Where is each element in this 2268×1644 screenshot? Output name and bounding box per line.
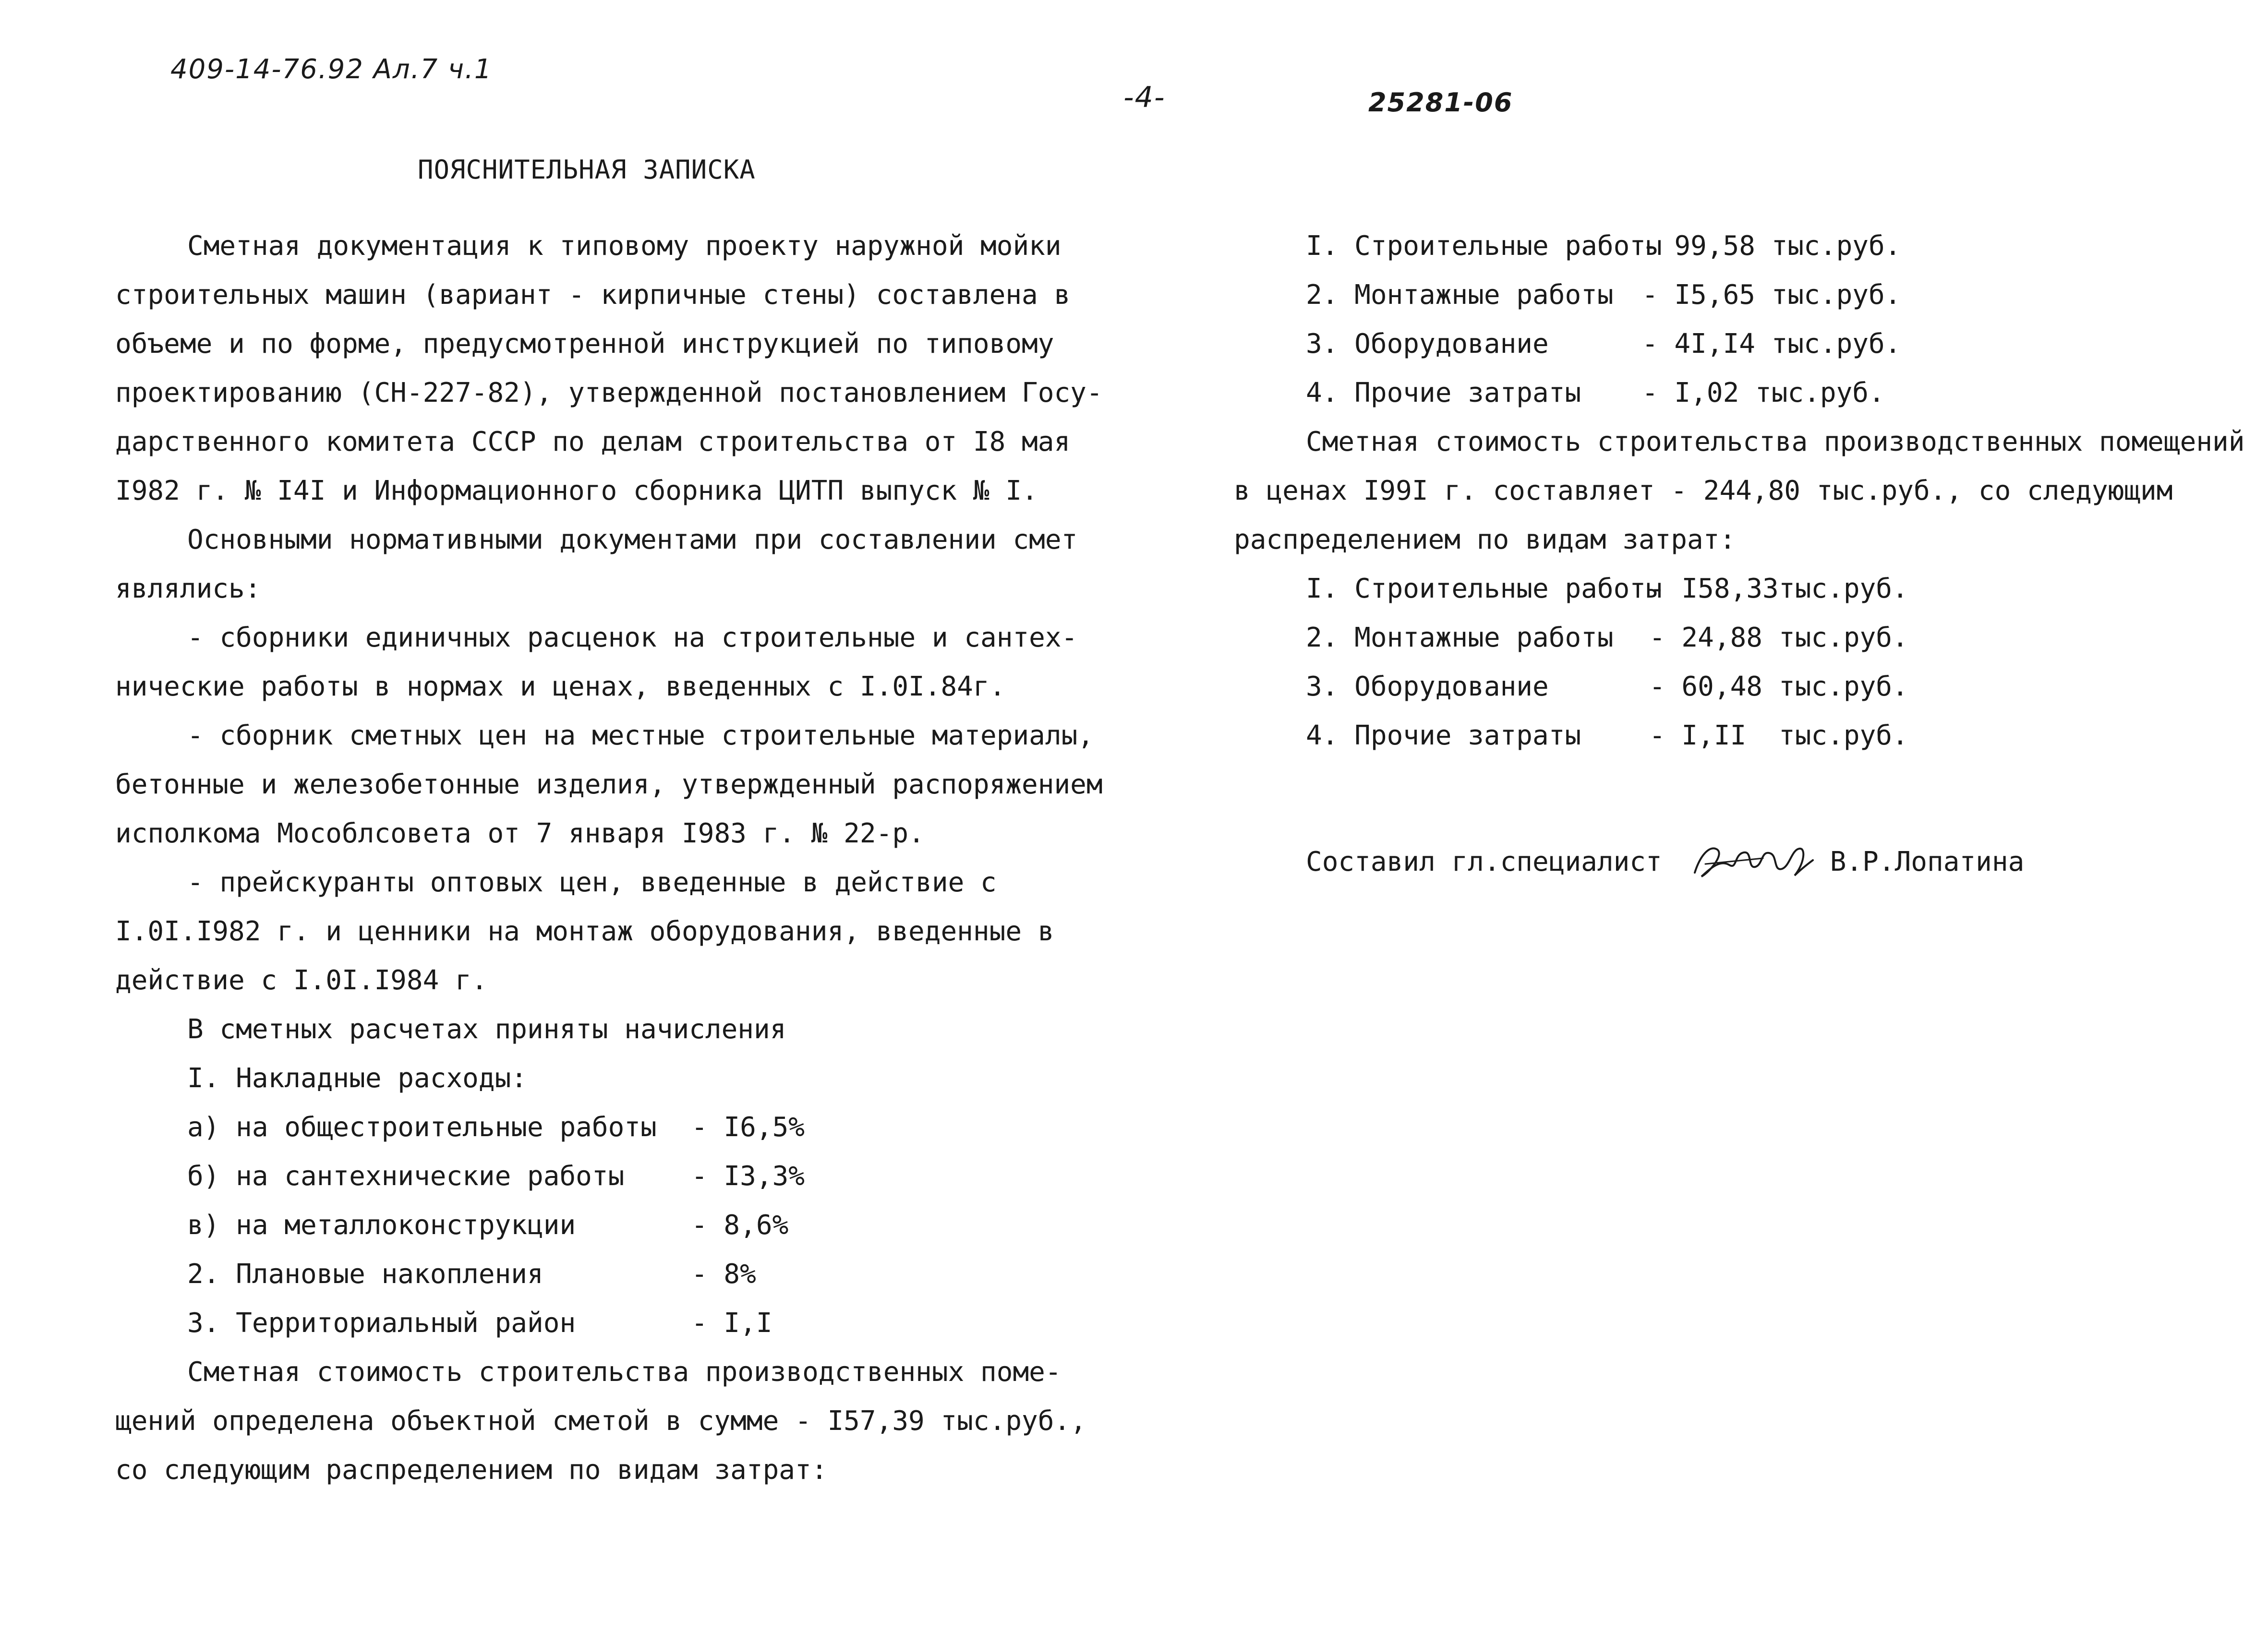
left-column bbox=[115, 222, 1103, 1495]
item-label: 2. Монтажные работы bbox=[1306, 279, 1614, 311]
item-value: - I3,3% bbox=[691, 1161, 805, 1192]
item-value: - 99,58 тыс.руб. bbox=[1642, 230, 1901, 262]
text-line: Сметная стоимость строительства производственных поме- bbox=[187, 1356, 1062, 1388]
signer-name: В.Р.Лопатина bbox=[1830, 846, 2025, 877]
item-value: - 8,6% bbox=[691, 1210, 789, 1241]
item-label: 2. Плановые накопления bbox=[187, 1259, 543, 1290]
item-label: 3. Территориальный район bbox=[187, 1308, 576, 1339]
text-line: проектированию (СН-227-82), утвержденной постановлением Госу- bbox=[115, 377, 1103, 408]
item-value: - 4I,I4 тыс.руб. bbox=[1642, 328, 1901, 360]
text-line: щений определена объектной сметой в сумме - I57,39 тыс.руб., bbox=[115, 1405, 1086, 1437]
item-label: 4. Прочие затраты bbox=[1306, 720, 1581, 751]
item-label: а) на общестроительные работы bbox=[187, 1112, 657, 1143]
text-line: В сметных расчетах приняты начисления bbox=[187, 1014, 786, 1045]
item-value: - 24,88 bbox=[1649, 622, 1763, 653]
list-item bbox=[115, 1103, 1103, 1152]
item-unit: тыс.руб. bbox=[1779, 622, 1908, 653]
list-item bbox=[115, 1299, 1103, 1348]
list-item bbox=[1234, 564, 2244, 613]
item-value: - 8% bbox=[691, 1259, 756, 1290]
item-value: - I5,65 тыс.руб. bbox=[1642, 279, 1901, 311]
list-item bbox=[1234, 271, 2244, 320]
page-number: -4- bbox=[1123, 81, 1166, 114]
text-line: нические работы в нормах и ценах, введенных с I.0I.84г. bbox=[115, 671, 1006, 702]
text-line: дарственного комитета СССР по делам строительства от I8 мая bbox=[115, 426, 1071, 457]
text-line: объеме и по форме, предусмотренной инструкцией по типовому bbox=[115, 328, 1054, 360]
item-unit: тыс.руб. bbox=[1779, 720, 1908, 751]
handwritten-doc-code: 409-14-76.92 Ал.7 ч.1 bbox=[170, 54, 493, 85]
item-label: 3. Оборудование bbox=[1306, 328, 1549, 360]
item-label: I. Строительные работы bbox=[1306, 573, 1662, 604]
charges-list bbox=[115, 1103, 1103, 1348]
text-line: I.0I.I982 г. и ценники на монтаж оборудования, введенные в bbox=[115, 916, 1054, 947]
list-item bbox=[1234, 320, 2244, 369]
handwritten-signature bbox=[1691, 835, 1816, 888]
text-line: Сметная стоимость строительства производственных помещений bbox=[1306, 426, 2245, 457]
item-value: - I,02 тыс.руб. bbox=[1642, 377, 1885, 408]
item-label: 4. Прочие затраты bbox=[1306, 377, 1581, 408]
distribution-list-1991 bbox=[1234, 564, 2244, 760]
text-line: I982 г. № I4I и Информационного сборника ЦИТП выпуск № I. bbox=[115, 475, 1038, 506]
text-line: действие с I.0I.I984 г. bbox=[115, 965, 488, 996]
text-line: являлись: bbox=[115, 573, 261, 604]
list-item bbox=[115, 1201, 1103, 1250]
item-value: - 60,48 bbox=[1649, 671, 1763, 702]
item-label: 3. Оборудование bbox=[1306, 671, 1549, 702]
text-line: со следующим распределением по видам затрат: bbox=[115, 1454, 828, 1486]
item-unit: тыс.руб. bbox=[1779, 573, 1908, 604]
item-label: в) на металлоконструкции bbox=[187, 1210, 576, 1241]
page-title: ПОЯСНИТЕЛЬНАЯ ЗАПИСКА bbox=[418, 155, 756, 185]
text-line: строительных машин (вариант - кирпичные стены) составлена в bbox=[115, 279, 1071, 311]
text-line: I. Накладные расходы: bbox=[187, 1063, 528, 1094]
item-label: б) на сантехнические работы bbox=[187, 1161, 625, 1192]
item-label: 2. Монтажные работы bbox=[1306, 622, 1614, 653]
right-column bbox=[1234, 222, 2244, 760]
text-line: распределением по видам затрат: bbox=[1234, 524, 1736, 555]
item-value: - I,I bbox=[691, 1308, 772, 1339]
list-item bbox=[1234, 369, 2244, 418]
item-value: - I58,33 bbox=[1649, 573, 1779, 604]
list-item bbox=[1234, 222, 2244, 271]
item-value: - I6,5% bbox=[691, 1112, 805, 1143]
text-line: - прейскуранты оптовых цен, введенные в действие с bbox=[187, 867, 997, 898]
text-line: - сборники единичных расценок на строительные и сантех- bbox=[187, 622, 1078, 653]
list-item bbox=[115, 1152, 1103, 1201]
list-item bbox=[115, 1250, 1103, 1299]
text-line: исполкома Мособлсовета от 7 января I983 г. № 22-р. bbox=[115, 818, 925, 849]
text-line: - сборник сметных цен на местные строительные материалы, bbox=[187, 720, 1094, 751]
item-value: - I,II bbox=[1649, 720, 1747, 751]
text-line: бетонные и железобетонные изделия, утвержденный распоряжением bbox=[115, 769, 1103, 800]
list-item bbox=[1234, 711, 2244, 760]
text-line: в ценах I99I г. составляет - 244,80 тыс.руб., со следующим bbox=[1234, 475, 2173, 506]
list-item bbox=[1234, 662, 2244, 711]
item-label: I. Строительные работы bbox=[1306, 230, 1662, 262]
text-line: Основными нормативными документами при составлении смет bbox=[187, 524, 1078, 555]
inventory-number: 25281-06 bbox=[1368, 87, 1513, 118]
list-item bbox=[1234, 613, 2244, 662]
text-line: Сметная документация к типовому проекту наружной мойки bbox=[187, 230, 1062, 262]
item-unit: тыс.руб. bbox=[1779, 671, 1908, 702]
signature-block bbox=[1306, 835, 2024, 888]
signature-prefix: Составил гл.специалист bbox=[1306, 846, 1662, 877]
